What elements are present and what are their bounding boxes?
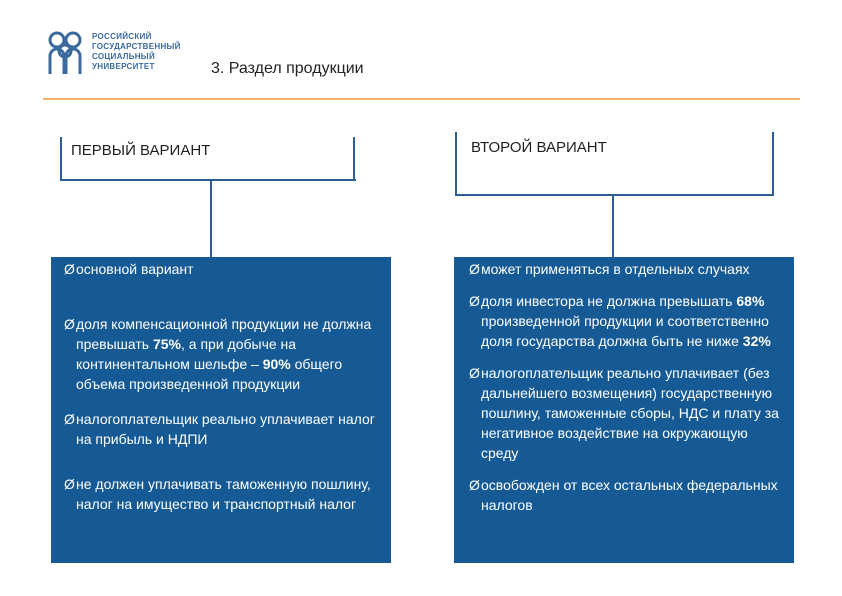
logo-line: ГОСУДАРСТВЕННЫЙ	[92, 42, 181, 51]
item-text: может применяться в отдельных случаях	[481, 261, 750, 277]
list-item	[64, 409, 383, 449]
title-divider	[43, 98, 800, 100]
item-highlight: 90%	[262, 356, 291, 372]
list-item	[469, 363, 788, 463]
logo-line: СОЦИАЛЬНЫЙ	[92, 52, 155, 61]
university-emblem-icon	[46, 30, 86, 76]
list-item	[64, 259, 383, 279]
logo-wordmark	[92, 32, 181, 72]
variant-1-connector	[210, 180, 212, 258]
arrow-bullet-icon: Ø	[64, 261, 75, 277]
item-text: основной вариант	[76, 261, 194, 277]
arrow-bullet-icon: Ø	[469, 477, 480, 493]
item-text: , а при добыче на континентальном шельфе –	[76, 336, 297, 372]
item-text: общего объема произведенной продукции	[76, 356, 343, 392]
logo-line: РОССИЙСКИЙ	[92, 32, 152, 41]
variant-2-connector	[612, 195, 614, 258]
variant-1-panel	[51, 257, 391, 563]
arrow-bullet-icon: Ø	[469, 365, 480, 381]
arrow-bullet-icon: Ø	[64, 476, 75, 492]
list-item	[64, 474, 383, 514]
list-item	[64, 314, 383, 394]
variant-2-panel	[454, 257, 794, 563]
arrow-bullet-icon: Ø	[64, 411, 75, 427]
item-highlight: 75%	[152, 336, 181, 352]
item-highlight: 68%	[736, 293, 765, 309]
item-text: доля инвестора не должна превышать	[481, 293, 737, 309]
item-text: не должен уплачивать таможенную пошлину, налог на имущество и транспортный налог	[76, 476, 371, 512]
item-text: налогоплательщик реально уплачивает (без дальнейшего возмещения) государственную пошлину, таможенные сборы, НДС и плату за негативное воздействие на окружающую среду	[481, 365, 779, 461]
university-logo	[46, 30, 196, 80]
variant-1-bracket-right	[353, 137, 355, 181]
item-text: налогоплательщик реально уплачивает налог на прибыль и НДПИ	[76, 411, 375, 447]
list-item	[469, 475, 788, 515]
arrow-bullet-icon: Ø	[469, 261, 480, 277]
item-text: произведенной продукции и соответственно доля государства должна быть не ниже	[481, 313, 769, 349]
list-item	[469, 259, 788, 279]
item-highlight: 32%	[742, 333, 771, 349]
list-item	[469, 291, 788, 351]
slide-title: 3. Раздел продукции	[211, 60, 364, 77]
variant-2-label: ВТОРОЙ ВАРИАНТ	[471, 139, 607, 156]
logo-line: УНИВЕРСИТЕТ	[92, 62, 155, 71]
variant-1-label: ПЕРВЫЙ ВАРИАНТ	[71, 142, 211, 159]
item-text: доля компенсационной продукции не должна превышать	[76, 316, 372, 352]
arrow-bullet-icon: Ø	[64, 316, 75, 332]
arrow-bullet-icon: Ø	[469, 293, 480, 309]
item-text: освобожден от всех остальных федеральных налогов	[481, 477, 778, 513]
